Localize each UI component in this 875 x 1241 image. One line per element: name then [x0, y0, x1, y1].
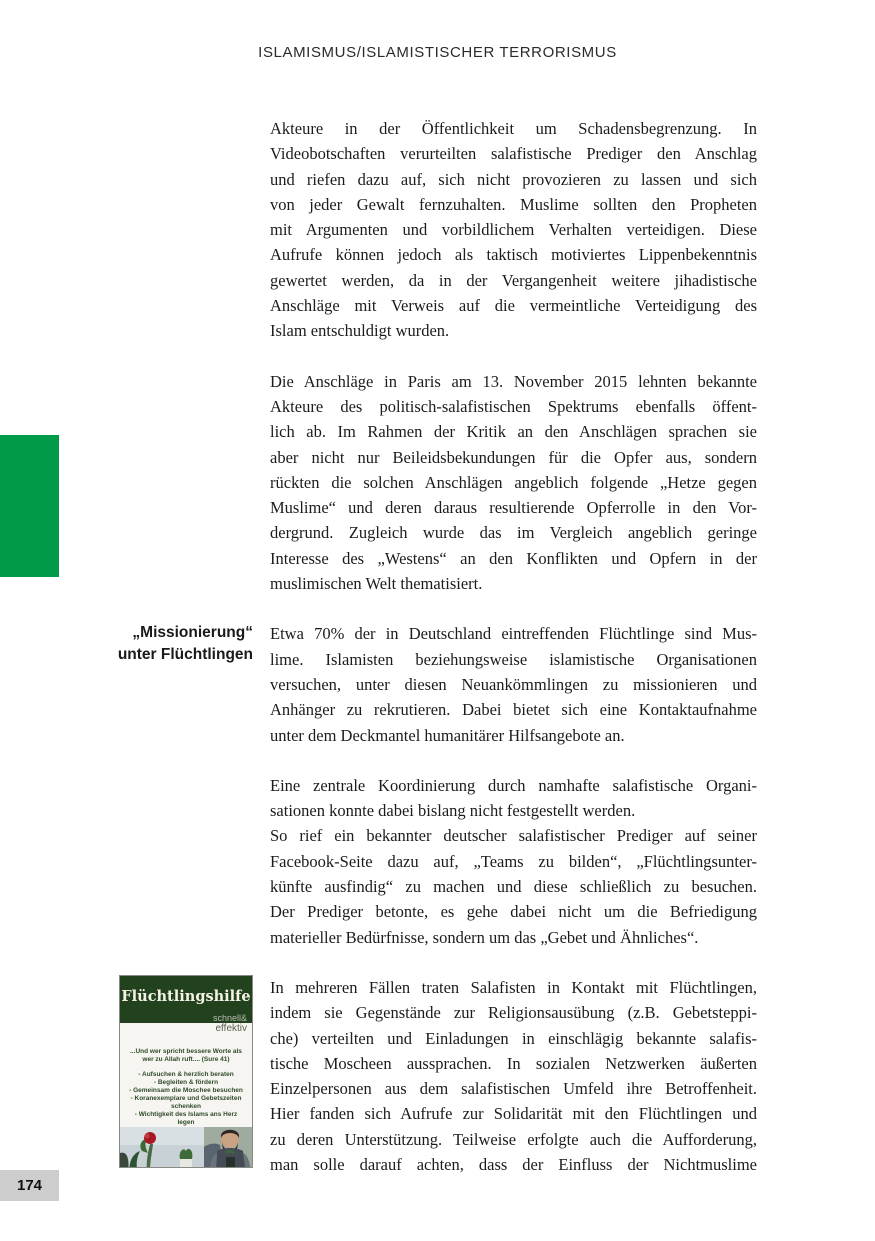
page-number: 174	[0, 1170, 59, 1201]
poster-bullet: - Gemeinsam die Moschee besuchen	[129, 1087, 243, 1094]
text-line: Akteure in der Öffentlichkeit um Schadensbegrenzung. In	[270, 119, 757, 138]
text-line: Videobotschaften verurteilten salafistische Prediger den Anschlag	[270, 144, 757, 164]
margin-label-line: „Missionierung“	[132, 624, 253, 641]
text-line: Der Prediger betonte, es gehe dabei nicht um die Befriedigung	[270, 902, 757, 922]
text-line: und riefen dazu auf, sich nicht provozieren zu lassen und sich	[270, 169, 757, 189]
paragraph	[270, 773, 757, 950]
text-line: lime. Islamisten beziehungsweise islamistische Organisationen	[270, 649, 757, 669]
text-line: tische Moscheen aussprachen. In sozialen Netzwerken äußerten	[270, 1053, 757, 1073]
text-line: Anschläge mit Verweis auf die vermeintliche Verteidigung des	[270, 296, 757, 316]
paragraph	[270, 369, 757, 597]
poster-photo	[120, 1127, 252, 1168]
poster-quote-line: wer zu Allah ruft.... (Sure 41)	[142, 1056, 230, 1063]
poster-bullet: - Koranexemplare und Gebetszeiten schenken	[130, 1095, 242, 1110]
text-line: Die Anschläge in Paris am 13. November 2015 lehnten bekannte	[270, 371, 757, 391]
poster-figure	[119, 975, 253, 1168]
margin-label	[60, 622, 253, 666]
poster-subtitle-line2: effektiv	[215, 1023, 247, 1034]
poster-bullet: - Aufsuchen & herzlich beraten	[138, 1071, 234, 1078]
text-line: Anhänger zu rekrutieren. Dabei bietet sich eine Kontaktaufnahme	[270, 700, 757, 720]
text-line: versuchen, unter diesen Neuankömmlingen zu missionieren und	[270, 674, 757, 694]
text-line: lich ab. Im Rahmen der Kritik an den Anschlägen sprachen sie	[270, 422, 757, 442]
text-line: indem sie Gegenstände zur Religionsausübung (z.B. Gebetsteppi-	[270, 1003, 757, 1023]
poster-header-band	[120, 976, 252, 1023]
text-line: Akteure des politisch-salafistischen Spektrums ebenfalls öffent-	[270, 396, 757, 416]
poster-bullet-list	[120, 1071, 252, 1127]
text-line: dergrund. Zugleich wurde das im Vergleich angeblich geringe	[270, 523, 757, 543]
poster-photo-illustration	[120, 1127, 252, 1168]
paragraph	[270, 621, 757, 747]
poster-title: Flüchtlingshilfe	[121, 988, 251, 1005]
text-line: sationen konnte dabei bislang nicht festgestellt werden.	[270, 801, 636, 821]
text-line: Interesse des „Westens“ an den Konflikten und Opfern in der	[270, 548, 757, 568]
text-line: che) verteilten und Einladungen in einschlägig bekannte salafis-	[270, 1028, 757, 1048]
text-line: zu deren Unterstützung. Teilweise erfolgte auch die Aufforderung,	[270, 1129, 757, 1149]
paragraph	[270, 975, 757, 1177]
text-line: Muslime“ und deren daraus resultierende Opferrolle in den Vor-	[270, 498, 757, 518]
poster-bullet: - Wichtigkeit des Islams ans Herz legen	[134, 1111, 238, 1126]
text-line: aber nicht nur Beileidsbekundungen für die Opfer aus, sondern	[270, 447, 757, 467]
paragraph	[270, 116, 757, 344]
running-head: ISLAMISMUS/ISLAMISTISCHER TERRORISMUS	[258, 44, 617, 61]
poster-quote	[120, 1048, 252, 1064]
text-line: man solle darauf achten, dass der Einfluss der Nichtmuslime	[270, 1154, 757, 1174]
text-line: So rief ein bekannter deutscher salafistischer Prediger auf seiner	[270, 826, 757, 846]
text-line: Etwa 70% der in Deutschland eintreffenden Flüchtlinge sind Mus-	[270, 624, 757, 644]
text-line: Eine zentrale Koordinierung durch namhafte salafistische Organi-	[270, 775, 757, 795]
poster-subtitle-line1: schnell&	[212, 1013, 247, 1023]
text-line: von jeder Gewalt fernzuhalten. Muslime sollten den Propheten	[270, 194, 757, 214]
text-line: unter dem Deckmantel humanitärer Hilfsangebote an.	[270, 725, 625, 745]
text-line: mit Argumenten und vorbildlichem Verhalten verteidigen. Diese	[270, 220, 757, 240]
text-line: Aufrufe können jedoch als taktisch motiviertes Lippenbekenntnis	[270, 245, 757, 265]
text-line: muslimischen Welt thematisiert.	[270, 574, 483, 594]
text-line: Facebook-Seite dazu auf, „Teams zu bilden“, „Flüchtlingsunter-	[270, 851, 757, 871]
text-line: Hier fanden sich Aufrufe zur Solidarität mit den Flüchtlingen und	[270, 1104, 757, 1124]
text-line: gewertet werden, da in der Vergangenheit weitere jihadistische	[270, 270, 757, 290]
margin-label-line: unter Flüchtlingen	[117, 646, 253, 663]
text-line: Einzelpersonen aus dem salafistischen Umfeld ihre Betroffenheit.	[270, 1079, 757, 1099]
poster-bullet: - Begleiten & fördern	[153, 1079, 219, 1086]
text-line: materieller Bedürfnisse, sondern um das „Gebet und Ähnliches“.	[270, 927, 699, 947]
text-line: Islam entschuldigt wurden.	[270, 321, 450, 341]
text-line: In mehreren Fällen traten Salafisten in Kontakt mit Flüchtlingen,	[270, 977, 757, 997]
poster-quote-line: ...Und wer spricht bessere Worte als	[130, 1048, 242, 1055]
text-line: künfte ausfindig“ zu machen und diese schließlich zu besuchen.	[270, 877, 757, 897]
body-text	[270, 116, 757, 1177]
text-line: rückten die solchen Anschlägen angeblich folgende „Hetze gegen	[270, 472, 757, 492]
chapter-tab-marker	[0, 435, 59, 577]
